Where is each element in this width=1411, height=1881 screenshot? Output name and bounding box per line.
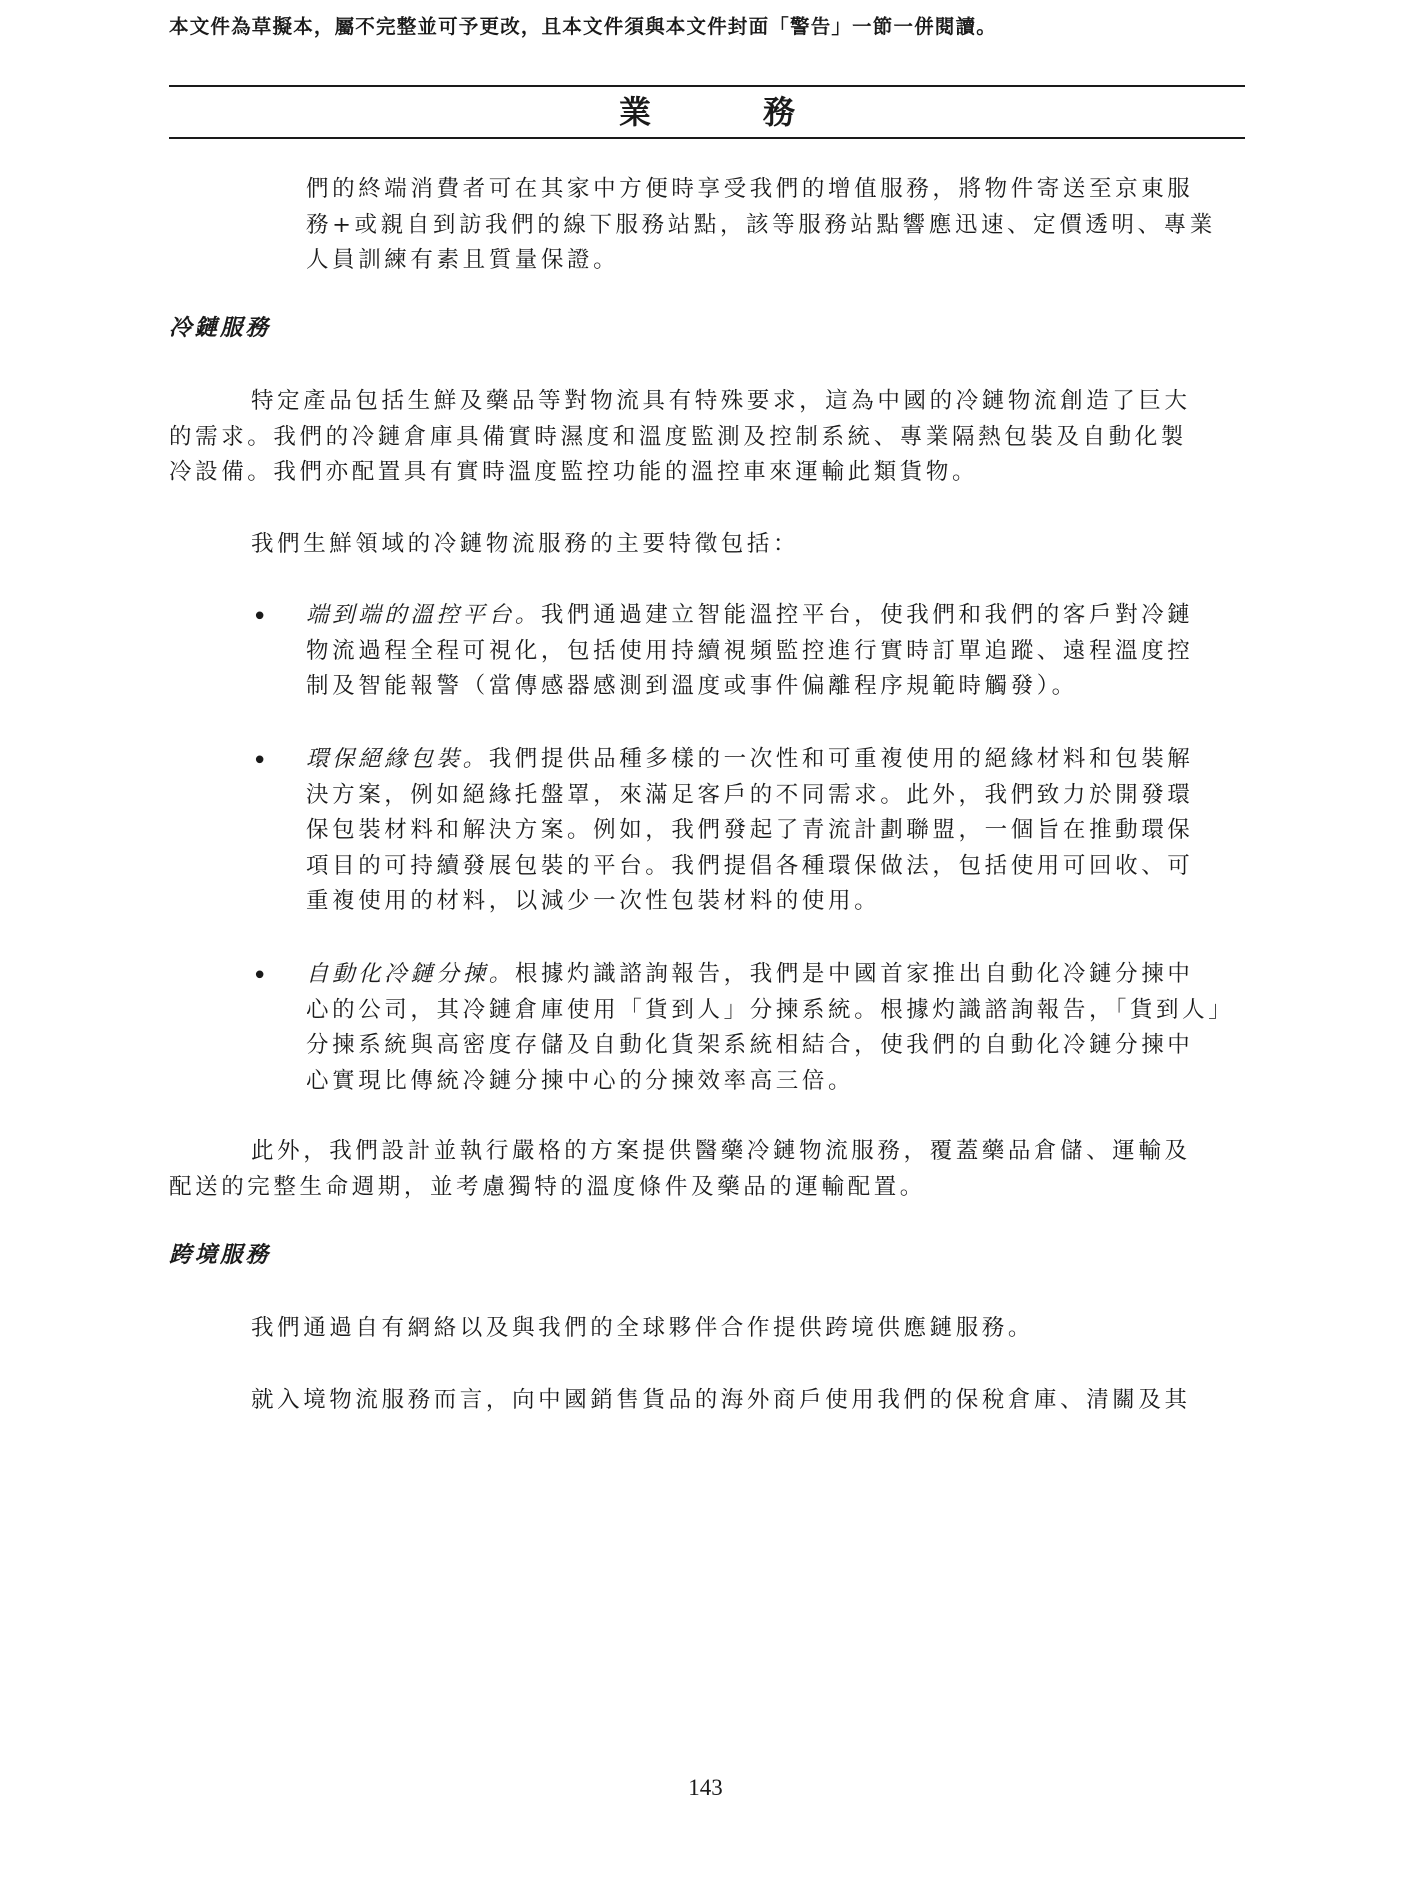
- bullet-item: [306, 598, 1245, 705]
- intro-paragraph: [306, 172, 1245, 279]
- cross-border-heading: 跨境服務: [169, 1242, 272, 1268]
- bullet-text: 我們通過建立智能溫控平台，使我們和我們的客戶對冷鏈: [540, 602, 1194, 628]
- paragraph-line: 配送的完整生命週期，並考慮獨特的溫度條件及藥品的運輸配置。: [169, 1173, 926, 1200]
- paragraph-line: 我們通過自有網絡以及與我們的全球夥伴合作提供跨境供應鏈服務。: [251, 1315, 1035, 1341]
- section-title: 業 務: [618, 93, 835, 131]
- header-rule-bottom: [169, 137, 1245, 139]
- bullet-text: 心的公司，其冷鏈倉庫使用「貨到人」分揀系統。根據灼識諮詢報告，「貨到人」: [306, 996, 1235, 1023]
- bullet-item: [306, 957, 1245, 1099]
- intro-line: 們的終端消費者可在其家中方便時享受我們的增值服務，將物件寄送至京東服: [306, 176, 1194, 202]
- bullet-text: 項目的可持續發展包裝的平台。我們提倡各種環保做法，包括使用可回收、可: [306, 852, 1194, 879]
- bullet-text: 保包裝材料和解決方案。例如，我們發起了青流計劃聯盟，一個旨在推動環保: [306, 817, 1194, 843]
- draft-disclaimer: 本文件為草擬本，屬不完整並可予更改，且本文件須與本文件封面「警告」一節一併閱讀。: [169, 15, 998, 38]
- bullet-text: 我們提供品種多樣的一次性和可重複使用的絕緣材料和包裝解: [488, 746, 1194, 772]
- bullet-text: 根據灼識諮詢報告，我們是中國首家推出自動化冷鏈分揀中: [514, 961, 1194, 987]
- paragraph-line: 特定產品包括生鮮及藥品等對物流具有特殊要求，這為中國的冷鏈物流創造了巨大: [251, 388, 1191, 414]
- bullet-title: 端到端的溫控平台。: [306, 602, 541, 628]
- paragraph-line: 就入境物流服務而言，向中國銷售貨品的海外商戶使用我們的保稅倉庫、清關及其: [251, 1387, 1191, 1413]
- header-rule-top: [169, 85, 1245, 87]
- bullet-title: 自動化冷鏈分揀。: [306, 961, 515, 987]
- bullet-item: [306, 742, 1245, 920]
- features-intro: [251, 527, 1245, 563]
- paragraph-line: 冷設備。我們亦配置具有實時溫度監控功能的溫控車來運輸此類貨物。: [169, 459, 979, 485]
- bullet-text: 重複使用的材料，以減少一次性包裝材料的使用。: [306, 888, 881, 914]
- intro-line: 務+或親自到訪我們的線下服務站點，該等服務站點響應迅速、定價透明、專業: [306, 211, 1216, 238]
- cross-border-paragraph: [251, 1311, 1245, 1347]
- paragraph-line: 的需求。我們的冷鏈倉庫具備實時濕度和溫度監測及控制系統、專業隔熱包裝及自動化製: [169, 423, 1187, 450]
- bullet-icon: •: [252, 602, 268, 632]
- intro-line: 人員訓練有素且質量保證。: [306, 247, 620, 273]
- cold-chain-paragraph: [169, 384, 1245, 491]
- bullet-text: 心實現比傳統冷鏈分揀中心的分揀效率高三倍。: [306, 1067, 855, 1094]
- bullet-icon: •: [252, 746, 268, 776]
- bullet-icon: •: [252, 961, 268, 991]
- pharma-paragraph: [169, 1134, 1245, 1205]
- bullet-text: 決方案，例如絕緣托盤罩，來滿足客戶的不同需求。此外，我們致力於開發環: [306, 781, 1194, 808]
- inbound-paragraph: [251, 1383, 1245, 1419]
- bullet-text: 物流過程全程可視化，包括使用持續視頻監控進行實時訂單追蹤、遠程溫度控: [306, 637, 1194, 664]
- bullet-title: 環保絕緣包裝。: [306, 746, 489, 772]
- paragraph-line: 我們生鮮領域的冷鏈物流服務的主要特徵包括：: [251, 531, 800, 557]
- cold-chain-heading: 冷鏈服務: [169, 315, 272, 341]
- page-number: 143: [688, 1775, 723, 1800]
- bullet-text: 分揀系統與高密度存儲及自動化貨架系統相結合，使我們的自動化冷鏈分揀中: [306, 1032, 1194, 1058]
- bullet-text: 制及智能報警（當傳感器感測到溫度或事件偏離程序規範時觸發）。: [306, 673, 1078, 699]
- paragraph-line: 此外，我們設計並執行嚴格的方案提供醫藥冷鏈物流服務，覆蓋藥品倉儲、運輸及: [251, 1138, 1191, 1164]
